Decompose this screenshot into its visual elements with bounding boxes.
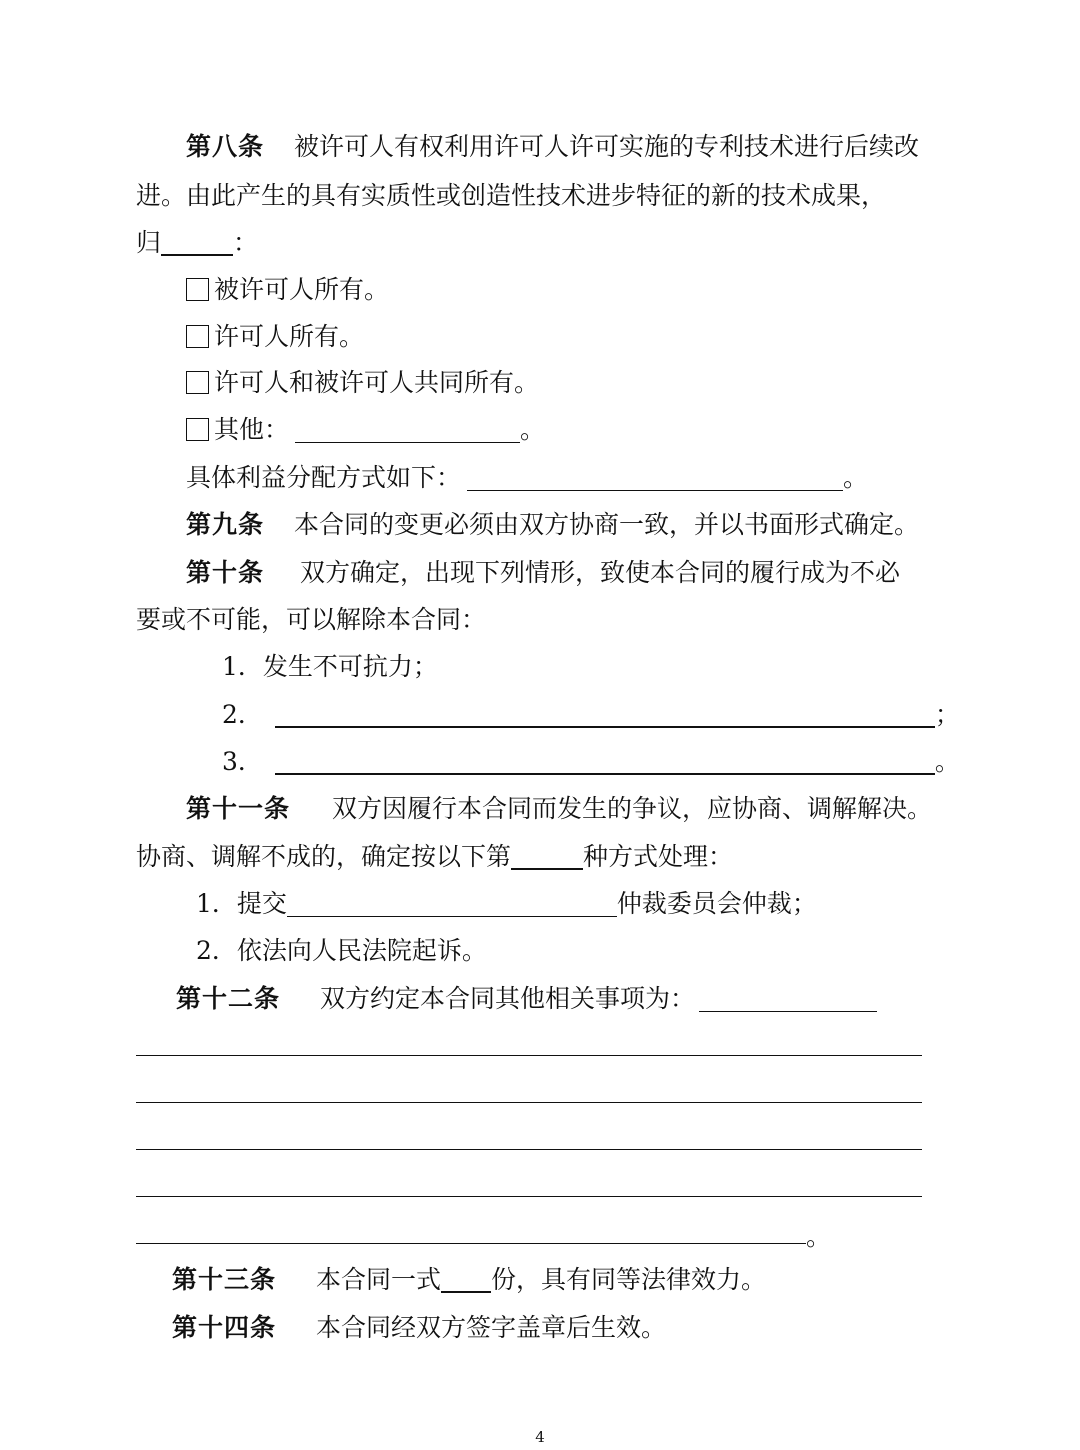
- article-10-heading: 第十条: [186, 558, 265, 587]
- article-13-text-2: 份，具有同等法律效力。: [491, 1265, 767, 1294]
- period: 。: [520, 415, 546, 444]
- article-11-text-2b: 种方式处理：: [583, 842, 734, 871]
- item-text: 提交: [236, 889, 287, 918]
- article-10-line-1: [186, 556, 900, 590]
- article-11-text-1: 双方因履行本合同而发生的争议，应协商、调解解决。: [332, 794, 933, 823]
- benefit-label: 具体利益分配方式如下：: [186, 463, 462, 492]
- article-10-item-2: [222, 698, 960, 732]
- article-8-text-1: 被许可人有权利用许可人许可实施的专利技术进行后续改: [294, 132, 920, 161]
- article-8-text-3: 归: [136, 228, 162, 257]
- option-other: [186, 413, 545, 447]
- method-number-blank[interactable]: [511, 841, 583, 870]
- article-14: [172, 1311, 666, 1345]
- period: 。: [843, 463, 869, 492]
- article-12-end: [806, 1220, 831, 1254]
- option-joint-label: 许可人和被许可人共同所有。: [214, 368, 540, 397]
- article-10-text-1: 双方确定，出现下列情形，致使本合同的履行成为不必: [300, 558, 901, 587]
- article-11-line-1: [186, 792, 932, 826]
- article-11-item-1: [196, 887, 817, 921]
- item-number: 2．: [222, 700, 263, 729]
- article-12-text: 双方约定本合同其他相关事项为：: [320, 984, 696, 1013]
- article-13-heading: 第十三条: [172, 1265, 277, 1294]
- article-12: [176, 982, 877, 1016]
- benefit-line: [186, 461, 868, 495]
- option-licensee-label: 被许可人所有。: [214, 275, 390, 304]
- option-licensor-label: 许可人所有。: [214, 322, 365, 351]
- item-3-blank[interactable]: [275, 746, 935, 775]
- page-number: 4: [535, 1428, 545, 1446]
- article-10-item-3: [222, 745, 960, 779]
- article-8-heading: 第八条: [186, 132, 265, 161]
- fill-line-3[interactable]: [136, 1149, 922, 1150]
- article-13-text-1: 本合同一式: [316, 1265, 442, 1294]
- option-licensor: [186, 320, 364, 354]
- item-number: 1．: [196, 889, 237, 918]
- article-10-line-2: [136, 603, 486, 637]
- option-joint: [186, 366, 539, 400]
- item-2-blank[interactable]: [275, 699, 935, 728]
- period: 。: [934, 747, 960, 776]
- fill-line-1[interactable]: [136, 1055, 922, 1056]
- article-9-heading: 第九条: [186, 510, 265, 539]
- semicolon: ；: [934, 700, 960, 729]
- article-11-heading: 第十一条: [186, 794, 291, 823]
- article-8-line-2: [136, 179, 886, 213]
- article-8-line-3: [136, 226, 258, 260]
- period: 。: [806, 1222, 832, 1251]
- article-12-heading: 第十二条: [176, 984, 281, 1013]
- item-number: 1．: [222, 652, 263, 681]
- fill-line-4[interactable]: [136, 1196, 922, 1197]
- article-8-text-2: 进。由此产生的具有实质性或创造性技术进步特征的新的技术成果，: [136, 181, 887, 210]
- article-10-item-1: [222, 650, 438, 684]
- article-10-text-2: 要或不可能，可以解除本合同：: [136, 605, 487, 634]
- option-other-label: 其他：: [214, 415, 290, 444]
- article-8-line-1: [186, 130, 919, 164]
- ownership-blank[interactable]: [161, 227, 233, 256]
- benefit-blank[interactable]: [467, 463, 843, 491]
- article-11-item-2: [196, 934, 487, 968]
- arbitration-blank[interactable]: [287, 889, 617, 917]
- article-14-heading: 第十四条: [172, 1313, 277, 1342]
- checkbox-other[interactable]: [186, 418, 209, 441]
- article-9: [186, 508, 919, 542]
- fill-line-2[interactable]: [136, 1102, 922, 1103]
- item-text-2: 仲裁委员会仲裁；: [616, 889, 817, 918]
- checkbox-joint[interactable]: [186, 371, 209, 394]
- item-text: 2．依法向人民法院起诉。: [196, 936, 487, 965]
- article-11-line-2: [136, 840, 733, 874]
- fill-line-5[interactable]: [136, 1243, 806, 1244]
- article-9-text: 本合同的变更必须由双方协商一致，并以书面形式确定。: [294, 510, 920, 539]
- item-text: 发生不可抗力；: [262, 652, 438, 681]
- checkbox-licensor[interactable]: [186, 325, 209, 348]
- colon: ：: [233, 228, 259, 257]
- other-blank[interactable]: [295, 415, 520, 443]
- other-matters-blank[interactable]: [699, 984, 877, 1012]
- checkbox-licensee[interactable]: [186, 278, 209, 301]
- article-13: [172, 1263, 766, 1297]
- option-licensee: [186, 273, 389, 307]
- copies-blank[interactable]: [441, 1264, 491, 1293]
- article-14-text: 本合同经双方签字盖章后生效。: [316, 1313, 667, 1342]
- item-number: 3．: [222, 747, 263, 776]
- article-11-text-2: 协商、调解不成的，确定按以下第: [136, 842, 512, 871]
